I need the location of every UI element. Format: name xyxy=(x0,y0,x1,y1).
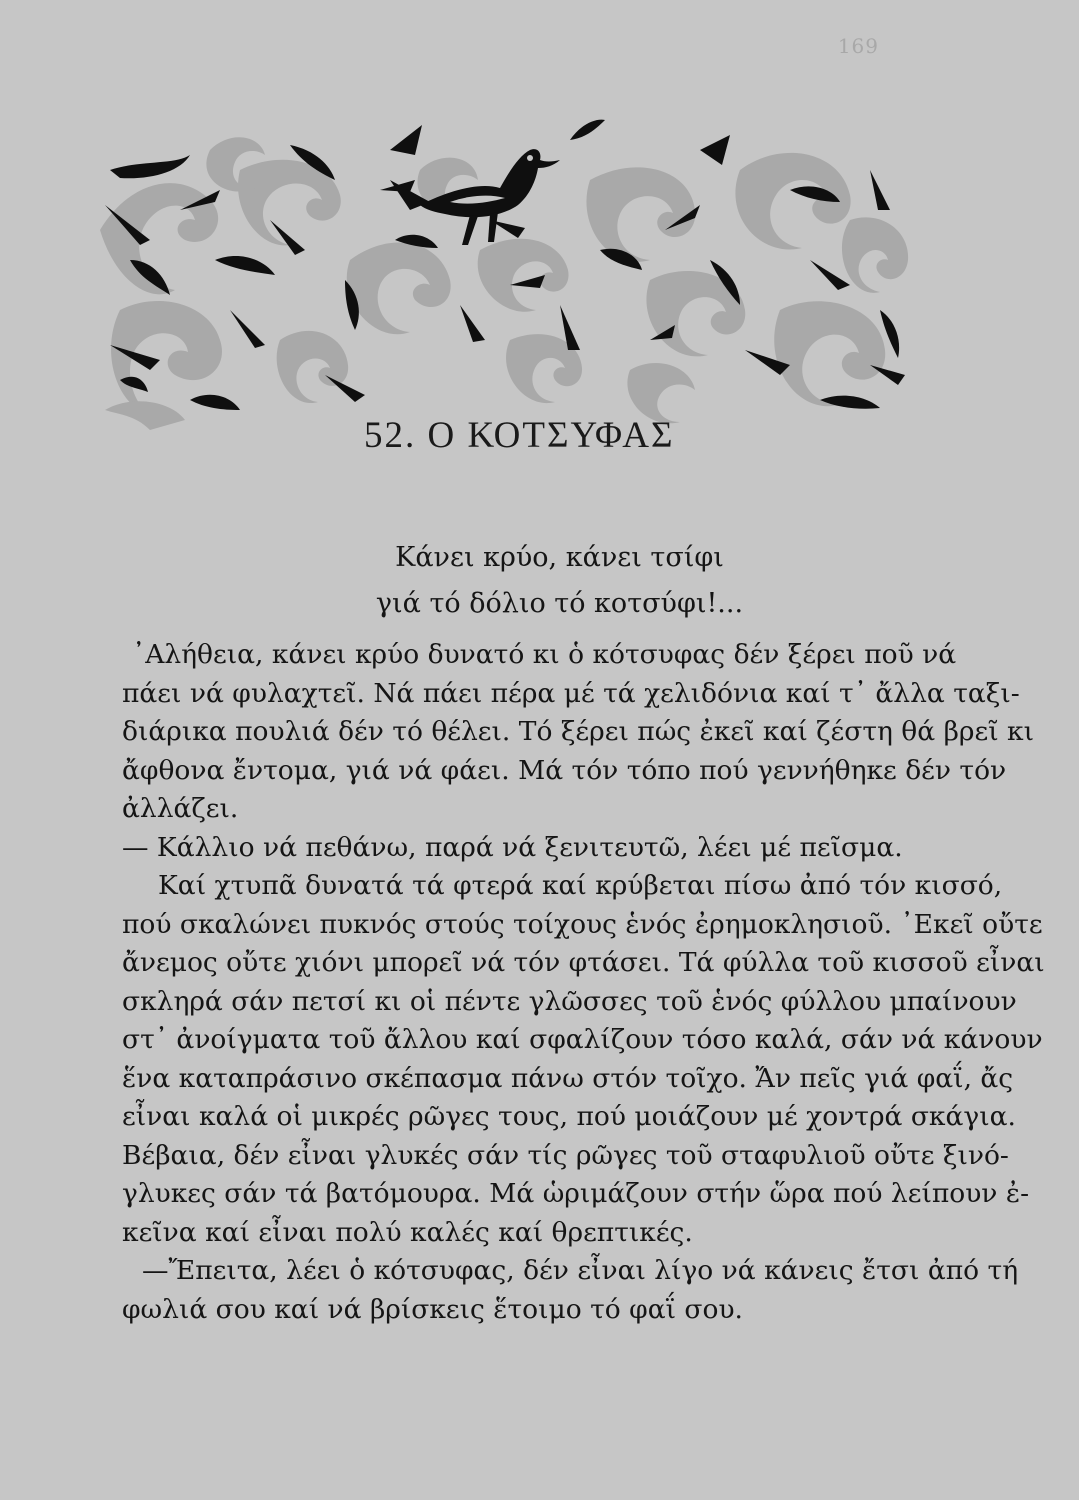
chapter-title: 52. Ο ΚΟΤΣΥΦΑΣ xyxy=(364,415,675,456)
text-line: ἀλλάζει. xyxy=(122,793,239,824)
text-line: στ᾿ ἀνοίγματα τοῦ ἄλλου καί σφαλίζουν τόσο καλά, σάν νά κάνουν xyxy=(122,1024,1043,1055)
text-line: γλυκες σάν τά βατόμουρα. Μά ὡριμάζουν στήν ὥρα πού λείπουν ἐ- xyxy=(122,1178,1030,1209)
verse-line-1: Κάνει κρύο, κάνει τσίφι xyxy=(395,542,724,573)
text-line: κεῖνα καί εἶναι πολύ καλές καί θρεπτικές. xyxy=(122,1216,693,1248)
verse-line-2: γιά τό δόλιο τό κοτσύφι!... xyxy=(375,588,744,619)
text-line: φωλιά σου καί νά βρίσκεις ἕτοιμο τό φαΐ σου. xyxy=(122,1293,743,1325)
text-line: Βέβαια, δέν εἶναι γλυκές σάν τίς ρῶγες τοῦ σταφυλιοῦ οὔτε ξινό- xyxy=(122,1139,1009,1171)
text-line: —Ἔπειτα, λέει ὁ κότσυφας, δέν εἶναι λίγο νά κάνεις ἔτσι ἀπό τή xyxy=(142,1255,1019,1286)
text-line: ἄφθονα ἔντομα, γιά νά φάει. Μά τόν τόπο πού γεννήθηκε δέν τόν xyxy=(122,754,1007,786)
paragraph-4 xyxy=(122,1252,1019,1329)
page-number: 169 xyxy=(837,34,879,58)
text-line: σκληρά σάν πετσί κι οἱ πέντε γλῶσσες τοῦ ἑνός φύλλου μπαίνουν xyxy=(122,985,1017,1017)
paragraph-2 xyxy=(122,829,934,868)
text-line: διάρικα πουλιά δέν τό θέλει. Τό ξέρει πώς ἐκεῖ καί ζέστη θά βρεῖ κι xyxy=(122,716,1034,747)
text-line: ᾿Αλήθεια, κάνει κρύο δυνατό κι ὁ κότσυφας δέν ξέρει ποῦ νά xyxy=(132,639,957,670)
ornament-header-illustration xyxy=(90,110,920,440)
paragraph-1 xyxy=(122,636,1034,829)
text-line: — Κάλλιο νά πεθάνω, παρά νά ξενιτευτῶ, λέει μέ πεῖσμα. xyxy=(122,831,903,863)
body-text xyxy=(122,636,1045,1329)
text-line: ἕνα καταπράσινο σκέπασμα πάνω στόν τοῖχο. Ἄν πεῖς γιά φαΐ, ἄς xyxy=(122,1062,1014,1094)
text-line: πάει νά φυλαχτεῖ. Νά πάει πέρα μέ τά χελιδόνια καί τ᾿ ἄλλα ταξι- xyxy=(122,677,1020,709)
text-line: εἶναι καλά οἱ μικρές ρῶγες τους, πού μοιάζουν μέ χοντρά σκάγια. xyxy=(122,1101,1016,1132)
text-line: πού σκαλώνει πυκνός στούς τοίχους ἑνός ἐρημοκλησιοῦ. ᾿Εκεῖ οὔτε xyxy=(122,908,1043,940)
text-line: ἄνεμος οὔτε χιόνι μπορεῖ νά τόν φτάσει. Τά φύλλα τοῦ κισσοῦ εἶναι xyxy=(122,947,1045,978)
paragraph-3 xyxy=(122,867,1045,1252)
text-line: Καί χτυπᾶ δυνατά τά φτερά καί κρύβεται πίσω ἀπό τόν κισσό, xyxy=(158,870,1003,901)
